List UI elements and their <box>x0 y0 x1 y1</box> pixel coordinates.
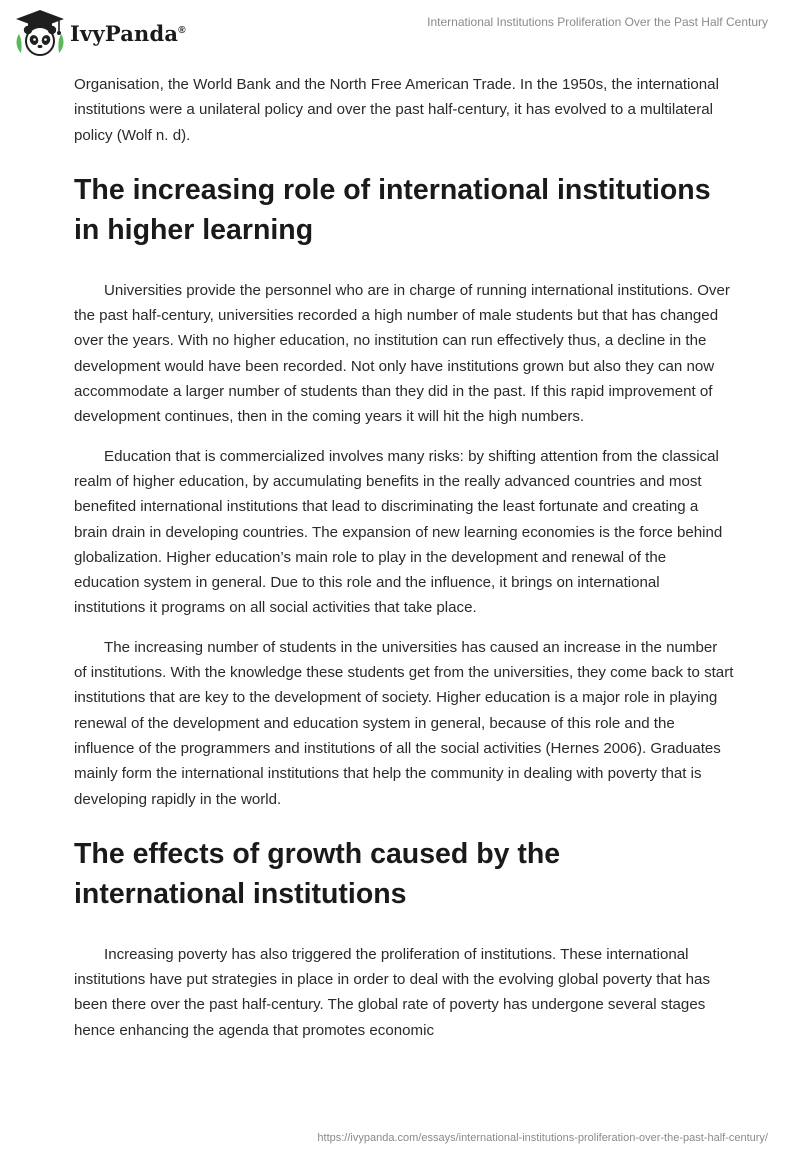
paragraph: Increasing poverty has also triggered the proliferation of institutions. These international institutions have put strategies in place in order to deal with the evolving global poverty that has been there over the past half-century. The global rate of poverty has undergone several stages hence enhancing the agenda that promotes economic <box>74 945 710 1039</box>
paragraph: Universities provide the personnel who are in charge of running international institutions. Over the past half-century, universities recorded a high number of male students but that has changed over the years. With no higher education, no institution can run effectively thus, a decline in the development would have been recorded. Not only have institutions grown but also they can now accommodate a larger number of students than they did in the past. If this rapid improvement of development continues, then in the coming years it will hit the high numbers. <box>74 281 730 426</box>
section-heading-higher-learning: The increasing role of international institutions in higher learning <box>74 173 711 246</box>
section-heading-effects-of-growth: The effects of growth caused by the international institutions <box>74 837 561 910</box>
panda-graduation-cap-icon <box>14 8 66 58</box>
paragraph: Education that is commercialized involves many risks: by shifting attention from the classical realm of higher education, by accumulating benefits in the really advanced countries and most benefited international institutions that lead to discriminating the least fortunate and creating a brain drain in developing countries. The expansion of new learning economies is the force behind globalization. Higher education’s main role to play in the development and renewal of the education system in general. Due to this role and the influence, it brings on international institutions it programs on all social activities that take place. <box>74 447 723 617</box>
essay-content <box>74 72 734 1057</box>
page-header <box>0 0 800 64</box>
intro-paragraph: Organisation, the World Bank and the North Free American Trade. In the 1950s, the international institutions were a unilateral policy and over the past half-century, it has evolved to a multilateral policy (Wolf n. d). <box>74 76 719 144</box>
ivypanda-logo[interactable] <box>14 8 186 58</box>
brand-name: IvyPanda® <box>70 20 186 46</box>
document-title: International Institutions Proliferation Over the Past Half Century <box>427 15 768 29</box>
source-url[interactable]: https://ivypanda.com/essays/international-institutions-proliferation-over-the-past-half-century/ <box>317 1132 768 1144</box>
paragraph: The increasing number of students in the universities has caused an increase in the number of institutions. With the knowledge these students get from the universities, they come back to start institutions that are key to the development of society. Higher education is a major role in playing renewal of the development and education system in general, because of this role and the influence of the programmers and institutions of all the social activities (Hernes 2006). Graduates mainly form the international institutions that help the community in dealing with poverty that is developing rapidly in the world. <box>74 638 734 808</box>
